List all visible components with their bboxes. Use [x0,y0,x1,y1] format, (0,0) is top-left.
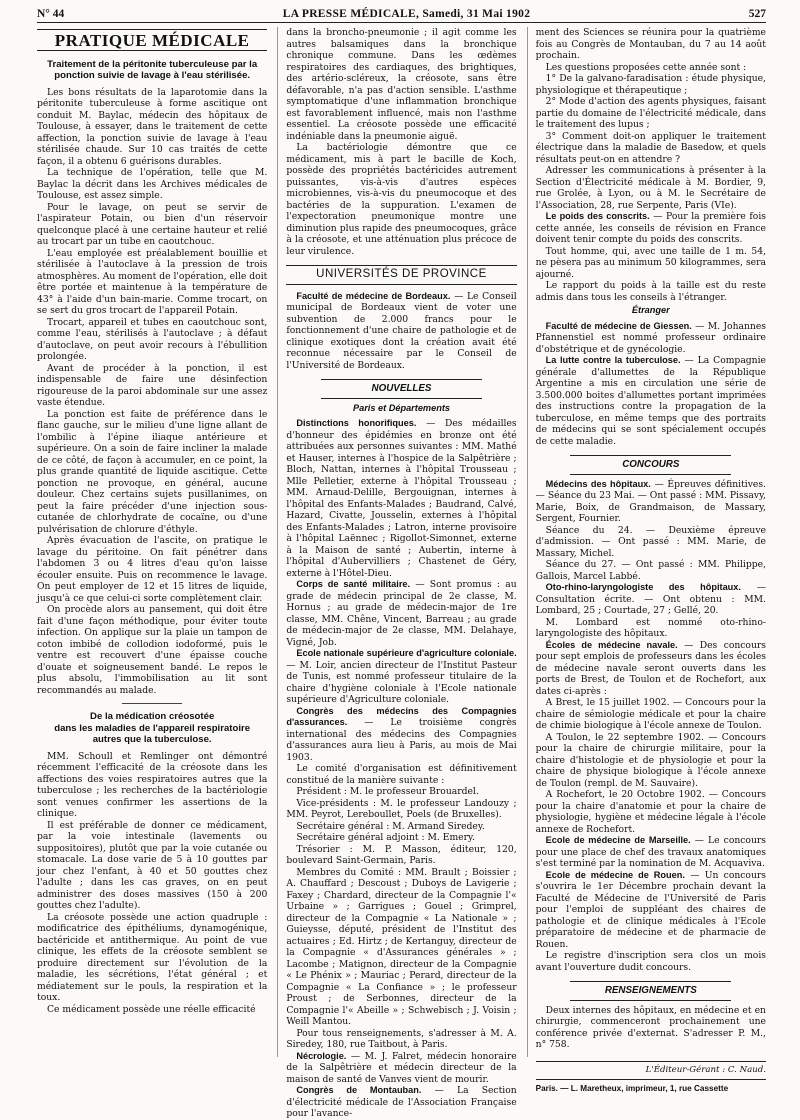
paragraph: Il est préférable de donner ce médicament, par la voie intestinale (lavements ou suppositoires), plutôt que par la voie cutanée ou stomacale. La dose varie de 5 à 10 gouttes par jour chez l'enfant, à 40 et 50 gouttes chez l'adulte ; dans les cas graves, on en peut administrer des doses massives (150 à 200 gouttes chez l'adulte). [37,819,268,911]
paragraph: Le comité d'organisation est définitivement constitué de la manière suivante : [286,763,517,786]
paragraph: Pour tous renseignements, s'adresser à M. A. Siredey, 180, rue Taitbout, à Paris. [286,1027,517,1050]
paragraph: Ce médicament possède une réelle efficacité [47,1003,256,1015]
item-text: — Épreuves définitives. — Séance du 23 Mai. — Ont passé : MM. Pissavy, Marie, Boix, de Grandmaison, de Massary, Sergent, Fournier. [535,478,766,524]
item-heading: Écoles de médecine navale. [545,639,678,650]
column-3 [527,27,766,1093]
paragraph: La ponction est faite de préférence dans le flanc gauche, sur le milieu d'une ligne allant de l'ombilic à l'épine iliaque antérieure et supérieure. On a soin de faire incliner la malade de ce côté, de façon à accumuler, en ce point, la plus grande quantité de liquide ascitique. Cette ponction ne provoque, en général, aucune douleur. Chez certains sujets pusillanimes, on peut la faire précéder d'une injection sous-cutanée de chlorhydrate de cocaïne, ou d'une pulvérisation de chlorure d'éthyle. [37,408,268,535]
section-title-nouvelles: NOUVELLES [321,379,482,399]
paragraph: Trésorier : M. P. Masson, éditeur, 120, boulevard Saint-Germain, Paris. [286,843,517,866]
item-text: — Un concours s'ouvrira le 1er Décembre prochain devant la Faculté de Médecine de l'Université de Paris pour l'emploi de suppléant des chaires de pathologie et de clinique médicales à l'Ecole préparatoire de médecine et de pharmacie de Rouen. [535,869,766,950]
paragraph: 1° De la galvano-faradisation : étude physique, physiologique et thérapeutique ; [535,73,766,96]
paragraph: La créosote possède une action quadruple : modificatrice des épithéliums, dynamogénique, bactéricide et antithermique. Au point de vue clinique, les effets de la créosote semblent se produire directement sur l'évolution de la maladie, les sécrétions, l'état général ; et médiatement sur le pouls, la respiration et la toux. [37,911,268,1003]
paragraph: Vice-présidents : M. le professeur Landouzy ; MM. Peyrot, Lereboullet, Poels (de Bruxelles). [286,797,517,820]
paragraph: Le rapport du poids à la taille est du reste admis dans tous les conseils à l'étranger. [535,280,766,303]
news-item [536,582,766,617]
item-heading: Congrès de Montauban. [296,1085,422,1095]
issue-number: N° 44 [37,8,65,20]
subsection-paris: Paris et Départements [352,402,450,413]
column-2 [277,27,517,1119]
paragraph: Secrétaire général : M. Armand Siredey. [296,820,485,832]
news-item [536,870,766,951]
paragraph: Après évacuation de l'ascite, on pratique le lavage du péritoine. On fait pénétrer dans l'abdomen 3 ou 4 litres d'eau qu'on laisse écouler ensuite. Puis on recommence le lavage. On peut employer de 12 et 15 litres de liquide, jusqu'à ce que celui-ci sorte complètement clair. [37,535,268,604]
paragraph: Membres du Comité : MM. Brault ; Boissier ; A. Chauffard ; Descoust ; Duboys de Lavigerie ; Faxey ; Chardard, directeur de la Compagnie l'« Urbaine » ; Garrigues ; Gouel ; Grimprel, directeur de la Compagnie « La Nationale » ; Guieysse, député, président de l'Institut des actuaires ; Ed. Hirtz ; de Kertanguy, directeur de la Compagnie « d'Assurances générales » ; Lacombe ; Matignon, directeur de la Compagnie « Le Phénix » ; Mauriac ; Perard, directeur de la Compagnie « La Confiance » ; le professeur Proust ; de Serbonnes, directeur de la Compagnie l'« Abeille » ; Schwebisch ; J. Voisin ; Weill Mantou. [286,866,517,1027]
news-item [536,321,766,356]
item-heading: Distinctions honorifiques. [296,418,417,428]
news-item [286,1085,516,1120]
item-text: — Consultation écrite. — Ont obtenu : MM. Lombard, 25 ; Courtade, 27 ; Gellé, 20. [535,582,766,616]
paragraph: Avant de procéder à la ponction, il est indispensable de faire une désinfection rigoureuse de la paroi abdominale sur une assez vaste étendue. [37,362,268,408]
paragraph: Séance du 24. — Deuxième épreuve d'admission. — Ont passé : MM. Marie, de Massary, Michel. [535,524,766,559]
item-heading: Congrès des médecins des Compagnies d'assurances. [286,705,517,727]
title-line: De la médication créosotée [90,711,215,722]
item-heading: Faculté de médecine de Giessen. [545,320,692,331]
item-text: — Sont promus : au grade de médecin principal de 2e classe, M. Hornus ; au grade de médecin-major de 1re classe, MM. Chêne, Vincent, Barreau ; au grade de médecin-major de 2e classe, MM. Delahaye, Vigné, Job. [286,579,517,648]
paragraph: Tout homme, qui, avec une taille de 1 m. 54, ne pèsera pas au minimum 50 kilogrammes, sera ajourné. [535,245,766,280]
item-text: — M. J. Falret, médecin honoraire de la Salpêtrière et médecin directeur de la maison de santé de Vanves vient de mourir. [286,1050,517,1085]
paragraph: L'eau employée est préalablement bouillie et stérilisée à l'autoclave à la pression de trois atmosphères. Au moment de l'opération, elle doit être portée et maintenue à la température de 43° à l'aide d'un bain-marie. Comme trocart, on se sert du gros trocart de l'appareil Potain. [37,247,268,316]
paragraph: Les questions proposées cette année sont : [545,61,747,73]
printer-line: Paris. — L. Maretheux, imprimeur, 1, rue Cassette [536,1079,766,1095]
paragraph: A Toulon, le 22 septembre 1902. — Concours pour la chaire de chirurgie militaire, pour la chaire d'histologie et de physiologie et pour la chaire de physique biologique à l'école annexe de Toulon (rempl. de M. Sauvaire). [535,731,766,789]
paragraph: dans la broncho-pneumonie ; il agit comme les autres balsamiques dans la bronchique chronique commune. Dans les œdèmes respiratoires des cardiaques, des brightiques, des artério-scléreux, la créosote, sans être défavorable, n'a pas d'action sensible. L'asthme symptomatique d'une inflammation bronchique est favorablement influencé, mais non l'asthme essentiel. La créosote possède une efficacité indéniable dans la pneumonie aiguë. [286,27,517,142]
news-item [286,1051,516,1086]
item-text: — La Section d'électricité médicale de l'Association Française pour l'avance- [286,1085,517,1119]
item-text: — M. Loir, ancien directeur de l'Institut Pasteur de Tunis, est nommé professeur titulaire de la chaire d'hygiène coloniale à l'Ecole nationale supérieure d'Agriculture coloniale. [286,659,517,705]
column-1 [37,27,267,1057]
item-text: — Le troisième congrès international des médecins des Compagnies d'assurances aura lieu à Paris, au mois de Mai 1903. [286,717,517,763]
article-title-peritonite: Traitement de la péritonite tuberculeuse par la ponction suivie de lavage à l'eau stérilisée. [47,58,258,81]
paragraph: A Brest, le 15 juillet 1902. — Concours pour la chaire de sémiologie médicale et pour la chaire de chimie biologique à l'école annexe de Toulon. [535,697,766,731]
paragraph: Secrétaire général adjoint : M. Emery. [296,832,475,843]
news-item [536,355,766,447]
editor-signature: L'Éditeur-Gérant : C. Naud. [536,1061,766,1077]
item-text: — Le concours pour une place de chef des travaux anatomiques s'est terminé par la nomination de M. Acquaviva. [535,835,766,869]
news-item [286,648,516,706]
section-title-concours: CONCOURS [570,455,731,475]
page-number: 527 [748,8,766,20]
title-line: dans les maladies de l'appareil respiratoire [54,722,251,734]
news-item [536,835,766,870]
paragraph: Le registre d'inscription sera clos un mois avant l'ouverture dudit concours. [535,950,766,973]
paragraph: Pour le lavage, on peut se servir de l'aspirateur Potain, ou bien d'un réservoir quelconque placé à une certaine hauteur et relié au trocart par un tube en caoutchouc. [37,201,268,247]
news-item [286,291,516,372]
news-item [286,579,516,648]
paragraph: 2° Mode d'action des agents physiques, faisant partie du domaine de l'électricité médicale, dans le traitement des lupus ; [535,96,766,130]
item-heading: Faculté de médecine de Bordeaux. [296,290,451,301]
item-heading: Oto-rhino-laryngologiste des hôpitaux. [545,582,741,592]
news-item [536,640,766,698]
paragraph: 3° Comment doit-on appliquer le traitement électrique dans la maladie de Basedow, et quels résultats peut-on en attendre ? [535,130,766,165]
paragraph: La bactériologie démontre que ce médicament, mis à part le bacille de Koch, possède des propriétés bactéricides autrement puissantes, vis-à-vis d'autres espèces microbiennes, vis-à-vis du pneumocoque et des bactéries de la suppuration. L'examen de l'expectoration pneumonique montre une diminution plus rapide des pneumocoques, grâce à la créosote, et une atténuation plus précoce de leur virulence. [286,142,517,257]
item-heading: Médecins des hôpitaux. [545,478,651,489]
paragraph: Les bons résultats de la laparotomie dans la péritonite tuberculeuse à forme ascitique ont conduit M. Baylac, médecin des hôpitaux de Toulouse, à essayer, dans le traitement de cette affection, la ponction suivie de lavage à l'eau stérilisée chaude. Sur 10 cas traités de cette façon, il a obtenu 6 guérisons durables. [37,86,268,167]
section-title-universites: UNIVERSITÉS DE PROVINCE [286,265,516,285]
paragraph: A Rochefort, le 20 Octobre 1902. — Concours pour la chaire d'anatomie et pour la chaire de physiologie, hygiène et médecine légale à l'école annexe de Rochefort. [535,789,766,835]
item-heading: Nécrologie. [296,1050,347,1061]
paragraph: Adresser les communications à présenter à la Section d'Électricité médicale à M. Bordier, 9, rue Grolée, à Lyon, ou à M. le Secrétaire de l'Association, 28, rue Serpente, Paris (VIe). [535,165,766,211]
news-item [536,211,766,246]
item-heading: Ecole nationale supérieure d'agriculture coloniale. [296,648,517,658]
news-item [286,706,516,764]
item-heading: La lutte contre la tuberculose. [545,355,681,365]
section-title-pratique: PRATIQUE MÉDICALE [37,29,267,51]
section-title-renseignements: RENSEIGNEMENTS [570,981,731,1001]
subsection-etranger: Étranger [631,305,670,315]
paragraph: ment des Sciences se réunira pour la quatrième fois au Congrès de Montauban, du 7 au 14 août prochain. [535,27,766,61]
paragraph: MM. Schoull et Remlinger ont démontré récemment l'efficacité de la créosote dans les affections des voies respiratoires autres que la tuberculose ; les recherches de la bactériologie sont venues confirmer les assertions de la clinique. [37,750,268,819]
news-item [536,479,766,525]
paragraph: Trocart, appareil et tubes en caoutchouc sont, comme l'eau, stérilisés à l'autoclave ; à défaut d'autoclave, on peut avoir recours à l'ébullition prolongée. [37,316,268,362]
item-text: — Des concours pour sept emplois de professeurs dans les écoles de médecine navale seront ouverts dans les ports de Brest, de Toulon et de Rochefort, aux dates ci-après : [535,639,766,697]
paragraph: Deux internes des hôpitaux, en médecine et en chirurgie, commenceront prochainement une conférence privée d'externat. S'adresser P. M., n° 758. [535,1004,766,1050]
item-heading: Le poids des conscrits. [545,211,650,221]
item-text: — Le Conseil municipal de Bordeaux vient de voter une subvention de 2.000 francs pour le fonctionnement d'une chaire de pathologie et de clinique exotiques dont la création avait été reconnue nécessaire par le Conseil de l'Université de Bordeaux. [286,290,517,371]
title-line: autres que la tuberculose. [92,734,212,745]
paragraph: Séance du 27. — Ont passé : MM. Philippe, Gallois, Marcel Labbé. [535,559,766,582]
item-heading: Ecole de médecine de Marseille. [545,835,691,845]
paragraph: On procède alors au pansement, qui doit être fait d'une façon méthodique, pour éviter toute infection. On applique sur la plaie un tampon de coton imbibé de collodion iodoformé, puis le ventre est recouvert d'une épaisse couche d'ouate et soigneusement bandé. Le repos le plus absolu, l'immobilisation au lit sont recommandés au malade. [37,604,268,696]
paragraph: M. Lombard est nommé oto-rhino-laryngologiste des hôpitaux. [535,616,766,639]
journal-title: LA PRESSE MÉDICALE, Samedi, 31 Mai 1902 [282,8,531,20]
paragraph: Président : M. le professeur Brouardel. [296,786,479,797]
paragraph: La technique de l'opération, telle que M. Baylac la décrit dans les Archives médicales de Toulouse, est assez simple. [37,167,268,201]
item-text: — La Compagnie générale d'allumettes de la République Argentine a mis en circulation une série de 3.500.000 boites d'allumettes portant imprimées des instructions contre la propagation de la tuberculose, en même temps que des portraits de médecins qui se sont spécialement occupés de cette maladie. [535,355,766,447]
running-header [37,8,766,23]
item-text: — Pour la première fois cette année, les conseils de révision en France doivent tenir compte du poids des conscrits. [535,211,766,245]
item-heading: Ecole de médecine de Rouen. [545,869,685,880]
item-heading: Corps de santé militaire. [296,579,411,589]
divider [122,703,182,704]
item-text: — Des médailles d'honneur des épidémies en bronze ont été attribuées aux personnes suivantes : MM. Mathé et Hauser, internes à l'hospice de la Salpêtrière ; Bloch, Nattan, internes à l'hôpital Trousseau ; Mlle Pelletier, externe à l'hôpital Trousseau ; MM. Arnaud-Delille, Bergouignan, internes à l'hôpital des Enfants-Malades ; Baudrand, Calvé, Hazard, Civatte, Jousselin, externes à l'hôpital des Enfants-Malades ; Latron, interne provisoire à l'hôpital Laënnec ; Rigollot-Simonnet, externe à la Maison de santé ; Aubertin, interne à l'hôpital d'Aubervilliers ; Chastenet de Géry, externe à l'Hôtel-Dieu. [286,418,517,579]
article-title-creosote [37,711,267,746]
item-text: — M. Johannes Pfannenstiel est nommé professeur ordinaire d'obstétrique et de gynécologie. [535,320,766,355]
news-item [286,418,516,579]
